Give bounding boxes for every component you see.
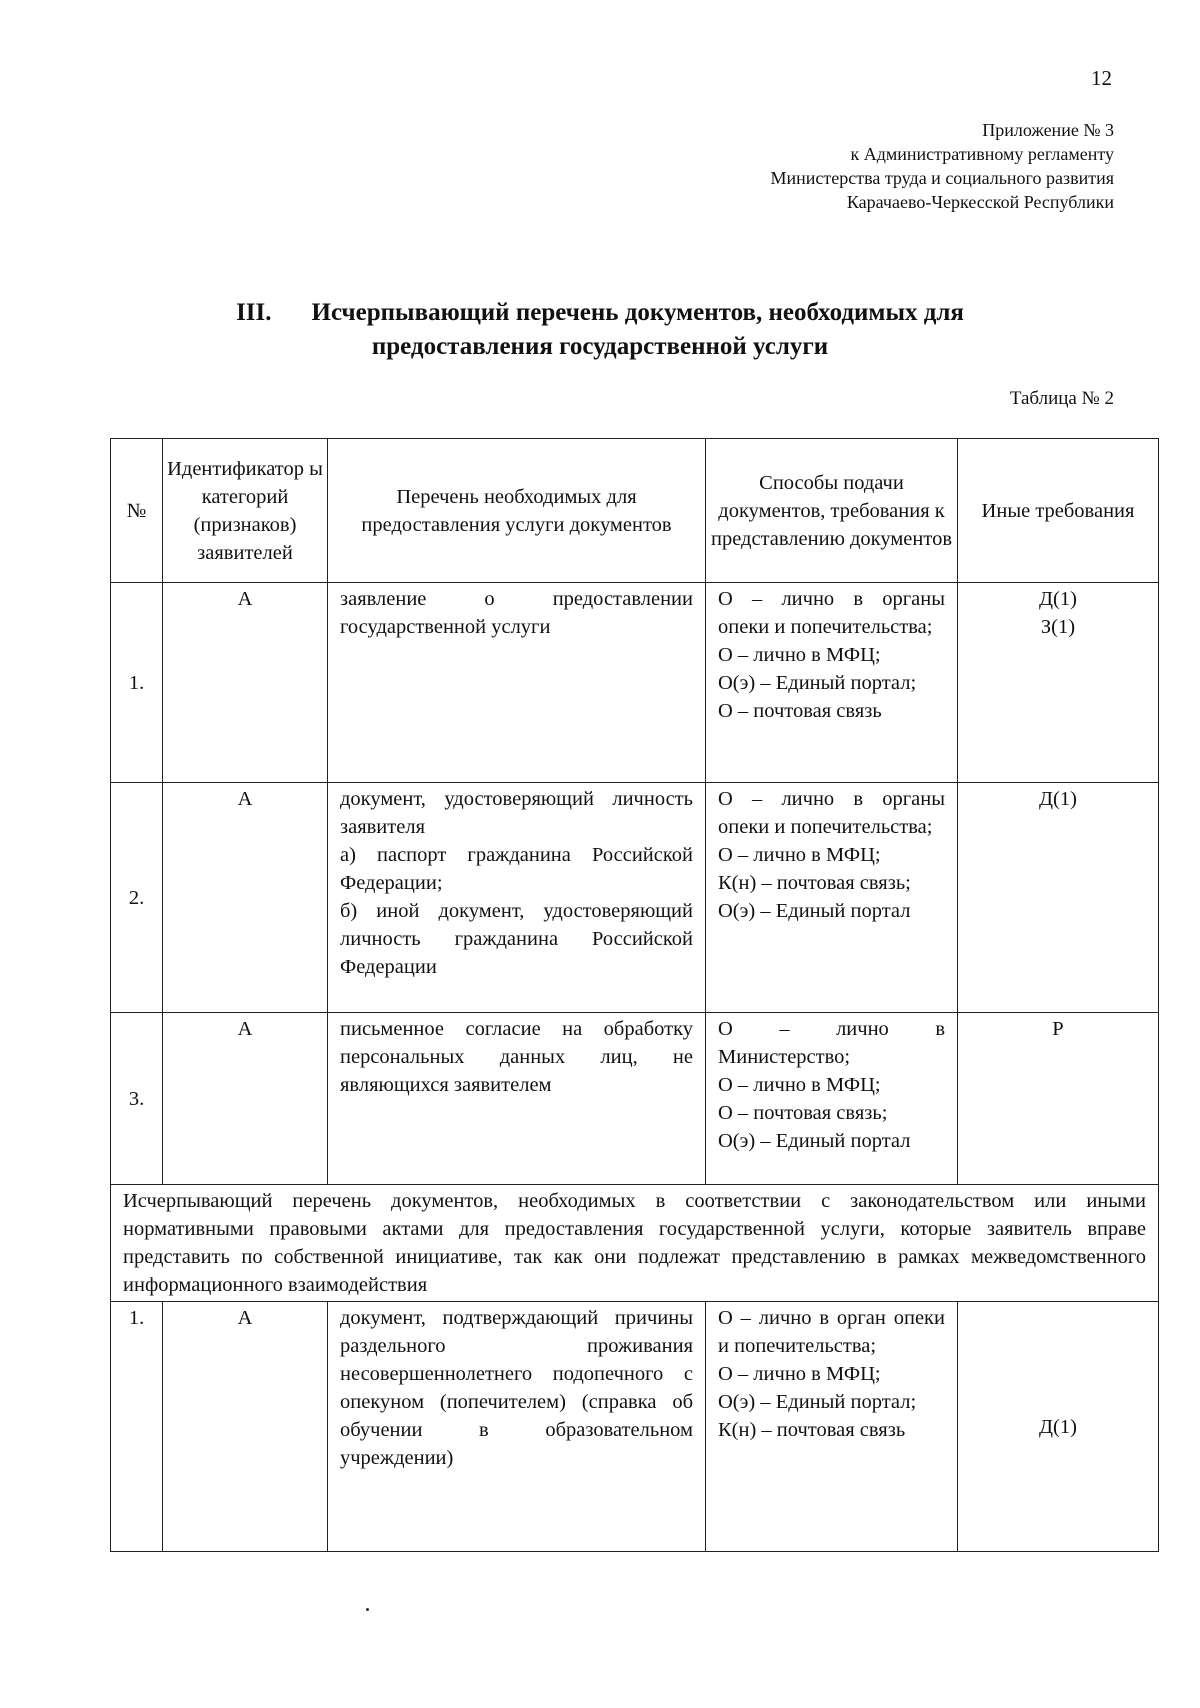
header-category: Идентификатор ы категорий (признаков) заявителей [163,439,328,583]
method-item: О – лично в МФЦ; [718,1074,881,1096]
method-item: О – почтовая связь [718,700,882,722]
row-category: А [163,783,328,1013]
row-methods [706,1013,958,1185]
row-category: А [163,583,328,783]
section-number: III. [236,299,272,326]
header-number: № [111,439,163,583]
header-other: Иные требования [958,439,1159,583]
row-document: документ, подтверждающий причины раздельного проживания несовершеннолетнего подопечного с опекуном (попечителем) (справка об обучении в образовательном учреждении) [328,1302,706,1552]
method-item: О – лично в орган опеки и попечительства; [718,1307,945,1357]
row-number: 1. [111,1302,163,1552]
row-methods [706,1302,958,1552]
row-document [328,783,706,1013]
row-other: Д(1) [958,1302,1159,1552]
method-item: О – лично в МФЦ; [718,1363,881,1385]
row-other [958,583,1159,783]
heading-line-1: Исчерпывающий перечень документов, необходимых для [311,299,964,326]
method-item: К(н) – почтовая связь [718,1419,906,1441]
document-line: а) паспорт гражданина Российской Федерации; [340,844,693,894]
row-number: 2. [111,783,163,1013]
row-document: письменное согласие на обработку персональных данных лиц, не являющихся заявителем [328,1013,706,1185]
appendix-line: к Административному регламенту [850,144,1114,164]
row-document: заявление о предоставлении государственной услуги [328,583,706,783]
method-item: О – лично в МФЦ; [718,644,881,666]
appendix-line: Карачаево-Черкесской Республики [846,192,1114,212]
row-number: 3. [111,1013,163,1185]
table-row [111,783,1159,1013]
method-item: О(э) – Единый портал [718,900,911,922]
row-number: 1. [111,583,163,783]
heading-line-2: предоставления государственной услуги [371,333,829,360]
header-documents: Перечень необходимых для предоставления услуги документов [328,439,706,583]
header-methods: Способы подачи документов, требования к представлению документов [706,439,958,583]
scan-dot [366,1608,369,1611]
other-item: З(1) [1040,616,1076,638]
table-header-row [111,439,1159,583]
method-item: О(э) – Единый портал; [718,672,917,694]
table-row [111,583,1159,783]
table-row [111,1302,1159,1552]
document-line: документ, удостоверяющий личность заявителя [340,788,693,838]
other-item: Д(1) [1039,788,1077,810]
method-item: О – лично в органы опеки и попечительства; [718,588,945,638]
section-row [111,1185,1159,1302]
row-category: А [163,1302,328,1552]
table-row [111,1013,1159,1185]
document-line: б) иной документ, удостоверяющий личность гражданина Российской Федерации [340,900,693,978]
method-item: О – лично в МФЦ; [718,844,881,866]
method-item: О – лично в органы опеки и попечительства; [718,788,945,838]
row-other [958,783,1159,1013]
section-heading [0,296,1200,364]
method-item: О – почтовая связь; [718,1102,888,1124]
other-item: Р [1052,1018,1064,1040]
row-methods [706,783,958,1013]
method-item: О – лично в Министерство; [718,1018,945,1068]
row-category: А [163,1013,328,1185]
page-number: 12 [1091,66,1112,90]
method-item: К(н) – почтовая связь; [718,872,911,894]
appendix-block [770,118,1114,214]
appendix-line: Приложение № 3 [982,120,1114,140]
method-item: О(э) – Единый портал [718,1130,911,1152]
table-label: Таблица № 2 [1009,388,1114,409]
method-item: О(э) – Единый портал; [718,1391,917,1413]
section-text: Исчерпывающий перечень документов, необходимых в соответствии с законодательством или иными нормативными правовыми актами для предоставления государственной услуги, которые заявитель вправе представить по собственной инициативе, так как они подлежат представлению в рамках межведомственного информационного взаимодействия [111,1185,1159,1302]
row-methods [706,583,958,783]
other-item: Д(1) [1039,588,1077,610]
appendix-line: Министерства труда и социального развития [770,168,1114,188]
row-other [958,1013,1159,1185]
documents-table [110,438,1159,1552]
